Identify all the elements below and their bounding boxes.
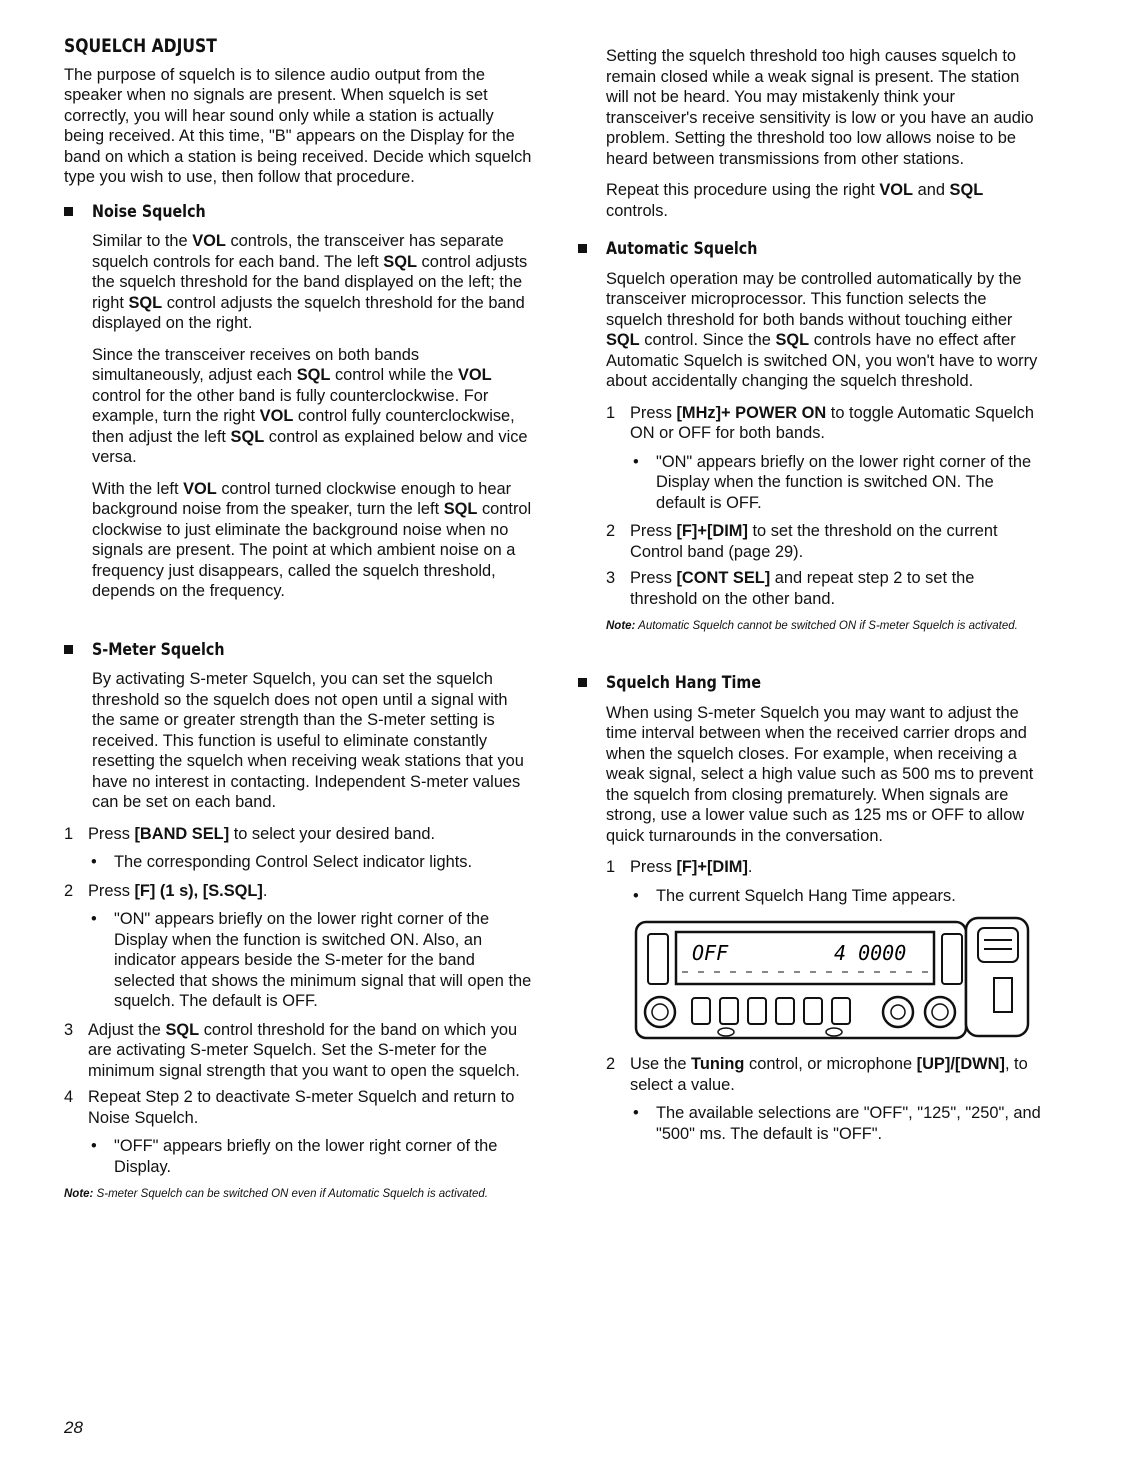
automatic-step-1: 1 Press [MHz]+ POWER ON to toggle Automatic Squelch ON or OFF for both bands. • "ON" appears briefly on the lower right corner of the Display when the function is switched ON. The default is OFF. bbox=[606, 403, 1046, 514]
square-bullet-icon bbox=[578, 244, 587, 253]
lcd-left-readout: OFF bbox=[692, 941, 729, 965]
threshold-paragraph: Setting the squelch threshold too high causes squelch to remain closed while a weak signal is present. The station will not be heard. You may mistakenly think your transceiver's receive sensitivity is low or you have an audio problem. Setting the threshold too low allows noise to be heard between transmissions from other stations. bbox=[606, 47, 1034, 168]
hang-time-paragraph: When using S-meter Squelch you may want to adjust the time interval between when the received carrier drops and when the squelch closes. For example, when receiving a weak signal, select a high value such as 500 ms to prevent the squelch from closing prematurely. When signals are strong, use a lower value such as 125 ms or OFF to allow quick turnarounds in the conversation. bbox=[606, 703, 1034, 845]
hang-time-steps bbox=[606, 857, 1046, 906]
lcd-right-readout: 4 0000 bbox=[834, 941, 907, 965]
hang-time-step-1-bullet: • The current Squelch Hang Time appears. bbox=[633, 886, 956, 905]
noise-paragraph-3: With the left VOL control turned clockwise enough to hear background noise from the speaker, turn the left SQL control clockwise to just eliminate the background noise when no signals are present. The point at which ambient noise on a frequency just disappears, called the squelch threshold, depends on the frequency. bbox=[92, 479, 532, 600]
page-title: SQUELCH ADJUST bbox=[64, 35, 217, 57]
automatic-steps bbox=[606, 403, 1046, 610]
hang-time-heading: Squelch Hang Time bbox=[606, 673, 1046, 694]
intro-paragraph: The purpose of squelch is to silence audio output from the speaker when no signals are present. When squelch is set correctly, you will hear sound only while a station is actually being received. At this time, "B" appears on the Display for the band on which a station is being received. Decide which squelch type you wish to use, then follow that procedure. bbox=[64, 65, 532, 186]
smeter-squelch-heading: S-Meter Squelch bbox=[92, 640, 534, 661]
automatic-note: Note: Automatic Squelch cannot be switched ON if S-meter Squelch is activated. bbox=[606, 620, 1018, 632]
hang-time-section bbox=[606, 673, 1046, 1144]
smeter-squelch-section bbox=[64, 640, 534, 1202]
smeter-step-1-bullet: • The corresponding Control Select indicator lights. bbox=[91, 853, 473, 871]
smeter-step-2-bullet: • "ON" appears briefly on the lower right corner of the Display when the function is switched ON. Also, an indicator appears beside the S-meter for the band selected that shows the minimum signal that will open the squelch. The default is OFF. bbox=[91, 910, 532, 1010]
noise-paragraph-2: Since the transceiver receives on both bands simultaneously, adjust each SQL control while the VOL control for the other band is fully counterclockwise. For example, turn the right VOL control fully counterclockwise, then adjust the left SQL control as explained below and vice versa. bbox=[92, 345, 528, 466]
transceiver-illustration bbox=[634, 916, 1030, 1042]
hang-time-step-2: 2 Use the Tuning control, or microphone [UP]/[DWN], to select a value. • The available selections are "OFF", "125", "250", and "500" ms. The default is "OFF". bbox=[606, 1054, 1046, 1144]
right-column bbox=[606, 46, 1046, 1154]
square-bullet-icon bbox=[578, 678, 587, 687]
automatic-squelch-section bbox=[606, 239, 1046, 633]
square-bullet-icon bbox=[64, 645, 73, 654]
smeter-step-4: 4 Repeat Step 2 to deactivate S-meter Squelch and return to Noise Squelch. • "OFF" appears briefly on the lower right corner of the Display. bbox=[64, 1087, 534, 1177]
smeter-steps bbox=[64, 824, 534, 1178]
smeter-note: Note: S-meter Squelch can be switched ON even if Automatic Squelch is activated. bbox=[64, 1188, 488, 1200]
noise-squelch-section bbox=[64, 202, 534, 602]
repeat-paragraph: Repeat this procedure using the right VOL and SQL controls. bbox=[606, 181, 984, 220]
hang-time-step-2-bullet: • The available selections are "OFF", "125", "250", and "500" ms. The default is "OFF". bbox=[633, 1104, 1041, 1143]
hang-time-steps-2 bbox=[606, 1054, 1046, 1144]
automatic-squelch-heading: Automatic Squelch bbox=[606, 239, 1046, 260]
smeter-step-3: 3 Adjust the SQL control threshold for the band on which you are activating S-meter Squelch. Set the S-meter for the minimum signal strength that you want to open the squelch. bbox=[64, 1020, 520, 1080]
automatic-step-1-bullet: • "ON" appears briefly on the lower right corner of the Display when the function is switched ON. The default is OFF. bbox=[633, 452, 1032, 512]
noise-squelch-heading: Noise Squelch bbox=[92, 202, 534, 223]
smeter-step-1: 1 Press [BAND SEL] to select your desired band. • The corresponding Control Select indicator lights. bbox=[64, 824, 534, 873]
automatic-step-3: 3 Press [CONT SEL] and repeat step 2 to set the threshold on the other band. bbox=[606, 569, 975, 608]
smeter-step-2: 2 Press [F] (1 s), [S.SQL]. • "ON" appears briefly on the lower right corner of the Display when the function is switched ON. Also, an indicator appears beside the S-meter for the band selected that shows the minimum signal that will open the squelch. The default is OFF. bbox=[64, 881, 534, 1012]
automatic-step-2: 2 Press [F]+[DIM] to set the threshold on the current Control band (page 29). bbox=[606, 522, 998, 561]
page-number: 28 bbox=[64, 1418, 83, 1437]
smeter-step-4-bullet: • "OFF" appears briefly on the lower right corner of the Display. bbox=[91, 1137, 498, 1176]
smeter-intro: By activating S-meter Squelch, you can set the squelch threshold so the squelch does not open until a signal with the same or greater strength than the S-meter setting is received. This function is useful to eliminate constantly resetting the squelch when receiving weak stations that you have no interest in contacting. Independent S-meter values can be set on each band. bbox=[92, 670, 524, 811]
square-bullet-icon bbox=[64, 207, 73, 216]
hang-time-step-1: 1 Press [F]+[DIM]. • The current Squelch Hang Time appears. bbox=[606, 857, 1046, 906]
automatic-paragraph: Squelch operation may be controlled automatically by the transceiver microprocessor. This function selects the squelch threshold for both bands without touching either SQL control. Since the SQL controls have no effect after Automatic Squelch is switched ON, you won't have to worry about accidentally changing the squelch threshold. bbox=[606, 269, 1038, 390]
transceiver-front-panel bbox=[634, 916, 1030, 1042]
noise-paragraph-1: Similar to the VOL controls, the transceiver has separate squelch controls for each band. The left SQL control adjusts the squelch threshold for the band displayed on the left; the right SQL control adjusts the squelch threshold for the band displayed on the right. bbox=[92, 232, 528, 332]
left-column bbox=[64, 36, 534, 1201]
